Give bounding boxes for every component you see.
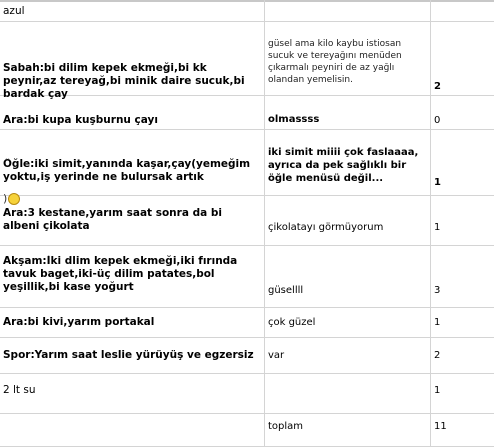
cell-meal[interactable]: 2 lt su <box>3 384 36 396</box>
cell-meal[interactable]: Sabah:bi dilim kepek ekmeği,bi kk peynir,az tereyağ,bi minik daire sucuk,bi bardak çay <box>3 62 245 100</box>
cell-score[interactable]: 1 <box>434 177 441 188</box>
cell-comment[interactable]: çok güzel <box>268 317 316 328</box>
smiley-emoticon-icon: ) <box>6 193 21 206</box>
cell-total-label[interactable]: toplam <box>268 421 304 432</box>
cell-total-score[interactable]: 11 <box>434 421 447 432</box>
cell-comment[interactable]: iki simit miiii çok faslaaaa, ayrıca da pek sağlıklı bir öğle menüsü değil... <box>268 147 419 184</box>
cell-score[interactable]: 0 <box>434 115 441 126</box>
cell-score[interactable]: 1 <box>434 222 441 233</box>
cell-meal[interactable]: Ara:3 kestane,yarım saat sonra da bi albeni çikolata <box>3 207 222 232</box>
cell-meal[interactable]: Spor:Yarım saat leslie yürüyüş ve egzersiz <box>3 349 254 361</box>
cell-score[interactable]: 1 <box>434 317 441 328</box>
cell-score[interactable]: 3 <box>434 285 441 296</box>
cell-comment[interactable]: çikolatayı görmüyorum <box>268 222 384 233</box>
cell-meal[interactable]: Akşam:İki dlim kepek ekmeği,iki fırında tavuk baget,iki-üç dilim patates,bol yeşillik,bi kase yoğurt <box>3 255 238 293</box>
cell-meal[interactable]: azul <box>3 5 25 17</box>
cell-comment[interactable]: güsel ama kilo kaybu istiosan sucuk ve tereyağını menüden çıkarmalı peyniri de az yağlı olandan yemelisin. <box>268 39 402 85</box>
cell-meal[interactable]: Öğle:iki simit,yanında kaşar,çay(yemeğim yoktu,iş yerinde ne bulursak artık <box>3 158 251 183</box>
cell-meal[interactable]: Ara:bi kivi,yarım portakal <box>3 316 155 328</box>
cell-meal[interactable]: Ara:bi kupa kuşburnu çayı <box>3 114 158 126</box>
cell-score[interactable]: 2 <box>434 350 441 361</box>
cell-comment[interactable]: olmassss <box>268 114 320 125</box>
cell-comment[interactable]: güsellll <box>268 285 304 296</box>
cell-score[interactable]: 1 <box>434 385 441 396</box>
cell-score[interactable]: 2 <box>434 81 441 92</box>
cell-comment[interactable]: var <box>268 350 285 361</box>
